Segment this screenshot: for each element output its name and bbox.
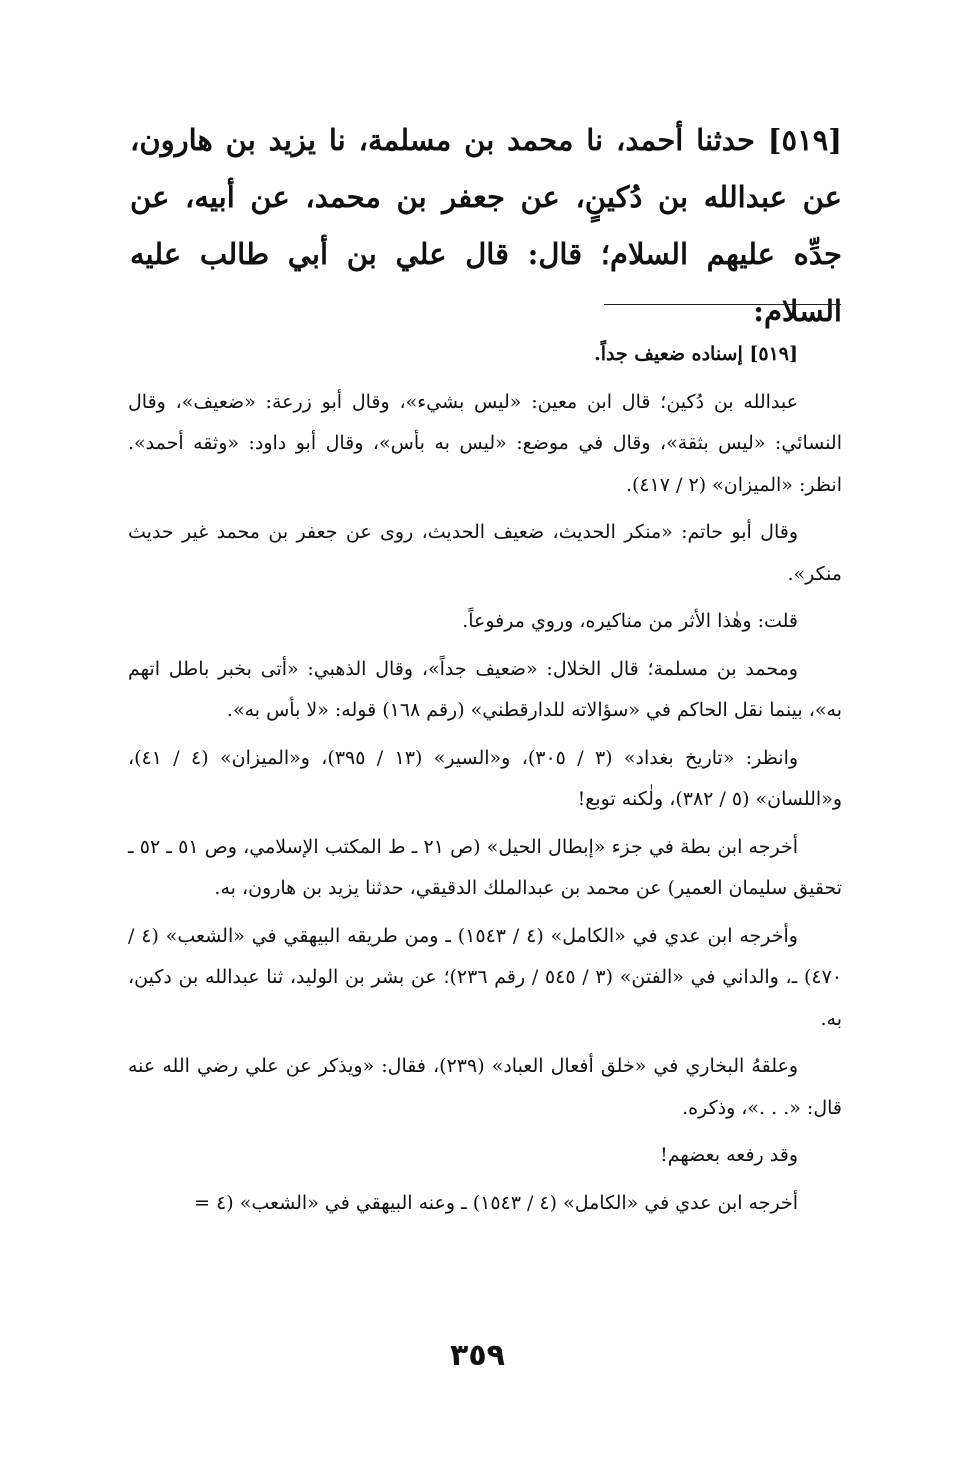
page-number: ٣٥٩ xyxy=(450,1338,505,1373)
footnote-paragraph: وقد رفعه بعضهم! xyxy=(660,1144,798,1166)
footnote-paragraph: أخرجه ابن عدي في «الكامل» (٤ / ١٥٤٣) ـ وعنه البيهقي في «الشعب» (٤ = xyxy=(194,1191,798,1214)
footnote-separator xyxy=(604,304,841,305)
main-hadith-text: [٥١٩] حدثنا أحمد، نا محمد بن مسلمة، نا يزيد بن هارون، عن عبدالله بن دُكينٍ، عن جعفر بن محمد، عن أبيه، عن جدِّه عليهم السلام؛ قال: قال علي بن أبي طالب عليه السلام: xyxy=(130,123,842,328)
footnote-paragraph: أخرجه ابن بطة في جزء «إبطال الحيل» (ص ٢١ ـ ط المكتب الإسلامي، وص ٥١ ـ ٥٢ ـ تحقيق سليمان العمير) عن محمد بن عبدالملك الدقيقي، حدثنا يزيد بن هارون، به. xyxy=(128,835,842,899)
footnote-paragraph: ومحمد بن مسلمة؛ قال الخلال: «ضعيف جداً»، وقال الذهبي: «أتى بخبر باطل اتهم به»، بينما نقل الحاكم في «سؤالاته للدارقطني» (رقم ١٦٨) قوله: «لا بأس به». xyxy=(128,657,842,721)
footnote-paragraph: وأخرجه ابن عدي في «الكامل» (٤ / ١٥٤٣) ـ ومن طريقه البيهقي في «الشعب» (٤ / ٤٧٠) ـ، والداني في «الفتن» (٣ / ٥٤٥ / رقم ٢٣٦)؛ عن بشر بن الوليد، ثنا عبدالله بن دكين، به. xyxy=(128,924,842,1030)
footnote-paragraph: وانظر: «تاريخ بغداد» (٣ / ٣٠٥)، و«السير» (١٣ / ٣٩٥)، و«الميزان» (٤ / ٤١)، و«اللسان» (٥ / ٣٨٢)، ولٰكنه توبع! xyxy=(128,746,842,810)
footnote-paragraph: قلت: وهٰذا الأثر من مناكيره، وروي مرفوعاً. xyxy=(462,610,798,632)
footnote-heading: [٥١٩] إسناده ضعيف جداً. xyxy=(594,343,798,365)
footnotes-section xyxy=(128,334,842,1230)
footnote-paragraph: وقال أبو حاتم: «منكر الحديث، ضعيف الحديث، روى عن جعفر بن محمد غير حديث منكر». xyxy=(128,521,842,585)
footnote-paragraph: وعلقهُ البخاري في «خلق أفعال العباد» (٢٣٩)، فقال: «ويذكر عن علي رضي الله عنه قال: «. . .»، وذكره. xyxy=(128,1055,842,1119)
footnote-paragraph: عبدالله بن دُكين؛ قال ابن معين: «ليس بشيء»، وقال أبو زرعة: «ضعيف»، وقال النسائي: «ليس بثقة»، وقال في موضع: «ليس به بأس»، وقال أبو داود: «وثقه أحمد». انظر: «الميزان» (٢ / ٤١٧). xyxy=(128,390,842,496)
